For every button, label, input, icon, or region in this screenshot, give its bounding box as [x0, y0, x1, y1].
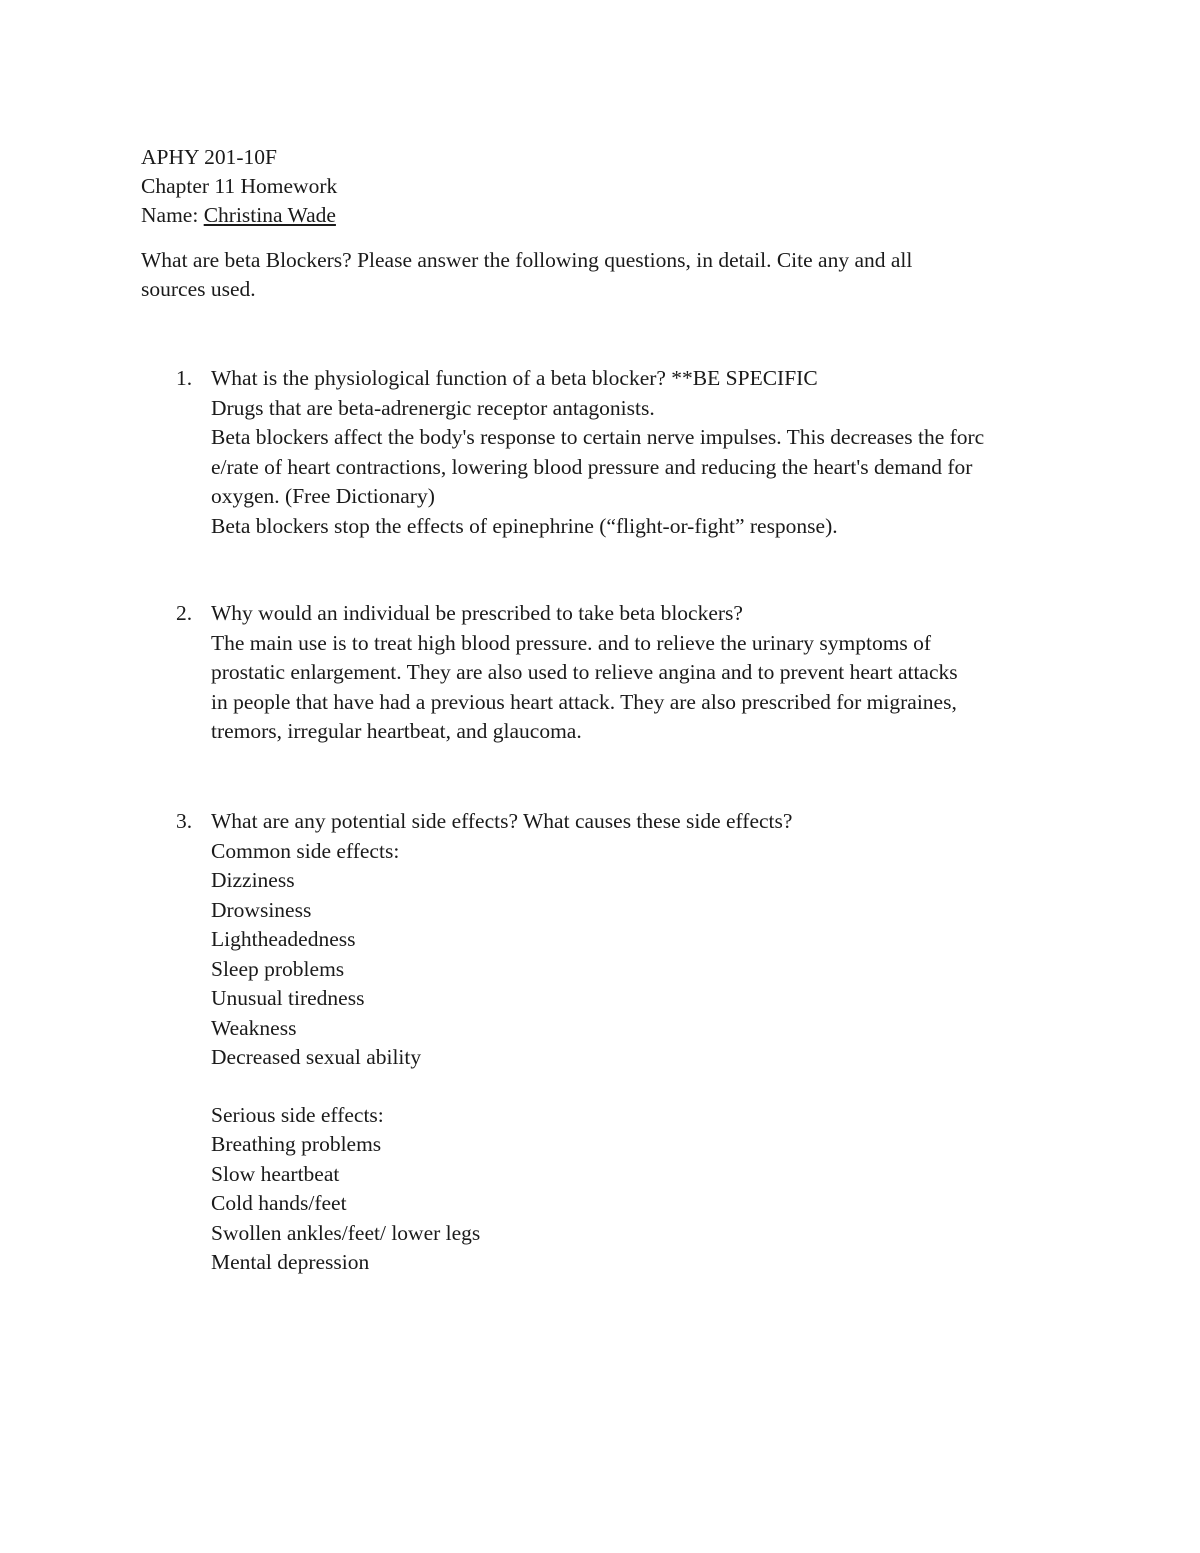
answer-line: in people that have had a previous heart attack. They are also prescribed for migraines,	[211, 689, 957, 714]
question-text: Why would an individual be prescribed to take beta blockers?	[211, 601, 743, 625]
student-name: Christina Wade	[203, 203, 336, 227]
side-effect-item: Sleep problems	[211, 956, 345, 981]
question-number: 2.	[176, 601, 193, 625]
side-effect-item: Unusual tiredness	[211, 986, 365, 1010]
side-effect-item: Dizziness	[211, 868, 295, 892]
answer-line: Drugs that are beta-adrenergic receptor antagonists.	[211, 395, 655, 420]
side-effect-item: Weakness	[211, 1015, 297, 1040]
side-effect-item: Decreased sexual ability	[211, 1045, 422, 1069]
question-body	[211, 364, 1111, 541]
assignment-title: Chapter 11 Homework	[141, 174, 338, 198]
question-text: What are any potential side effects? What causes these side effects?	[211, 809, 793, 833]
answer-line: Beta blockers affect the body's response to certain nerve impulses. This decreases the forc	[211, 425, 985, 449]
question-text: What is the physiological function of a beta blocker? **BE SPECIFIC	[211, 366, 818, 390]
question-number: 1.	[176, 366, 193, 390]
intro-line: What are beta Blockers? Please answer the following questions, in detail. Cite any and all	[141, 248, 913, 272]
side-effect-item: Mental depression	[211, 1250, 370, 1274]
question-body	[211, 599, 1111, 747]
document-header	[141, 143, 337, 230]
question-number: 3.	[176, 809, 193, 833]
course-code: APHY 201-10F	[141, 145, 277, 169]
serious-side-effects-heading: Serious side effects:	[211, 1102, 384, 1127]
side-effect-item: Breathing problems	[211, 1132, 382, 1156]
side-effect-item: Swollen ankles/feet/ lower legs	[211, 1220, 481, 1245]
answer-line: tremors, irregular heartbeat, and glaucoma.	[211, 719, 582, 743]
paragraph-gap	[211, 1073, 1111, 1101]
side-effect-item: Drowsiness	[211, 897, 312, 922]
answer-line: e/rate of heart contractions, lowering blood pressure and reducing the heart's demand for	[211, 454, 973, 479]
side-effect-item: Slow heartbeat	[211, 1161, 340, 1186]
student-name-line	[141, 201, 337, 230]
intro-paragraph	[141, 246, 1041, 304]
intro-line: sources used.	[141, 277, 256, 301]
answer-line: prostatic enlargement. They are also used to relieve angina and to prevent heart attacks	[211, 660, 958, 684]
answer-line: oxygen. (Free Dictionary)	[211, 484, 435, 508]
common-side-effects-heading: Common side effects:	[211, 838, 400, 863]
side-effect-item: Lightheadedness	[211, 927, 356, 951]
answer-line: Beta blockers stop the effects of epinephrine (“flight-or-fight” response).	[211, 513, 838, 538]
side-effect-item: Cold hands/feet	[211, 1191, 347, 1215]
answer-line: The main use is to treat high blood pressure. and to relieve the urinary symptoms of	[211, 630, 932, 655]
question-body	[211, 807, 1111, 1278]
name-label: Name:	[141, 203, 199, 227]
